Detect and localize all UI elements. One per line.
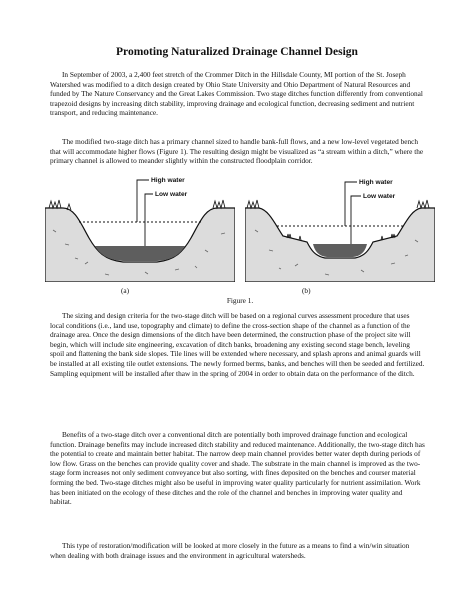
figure-label-a: (a) xyxy=(121,286,130,295)
paragraph-benefits: Benefits of a two-stage ditch over a conventional ditch are potentially both improved drainage function and ecological function. Drainage benefits may include increased ditch stability and reduced maintenance. Additionally, the two-stage ditch has the potential to create and maintain better habitat. The narrow deep main channel provides better water depth during periods of low flow. Grass on the benches can provide quality cover and shade. The substrate in the main channel is improved as the two-stage form increases not only sediment conveyance but also sorting, with fines deposited on the benches and courser material forming the bed. Two-stage ditches might also be useful in improving water quality particularly for nutrient assimilation. Work has been initiated on the ecology of these ditches and the role of the channel and benches in improving water quality and habitat. xyxy=(50,430,425,507)
grass-right-a xyxy=(213,200,225,208)
high-water-label-a: High water xyxy=(151,177,185,184)
soil-area-a xyxy=(45,208,235,282)
grass-right-b xyxy=(417,200,429,208)
water-body-b xyxy=(313,244,367,257)
grass-left-b xyxy=(247,200,259,208)
paragraph-design: The modified two-stage ditch has a primary channel sized to handle bank-full flows, and a new low-level vegetated bench that will accommodate higher flows (Figure 1). The resulting design might be visualized as “a stream within a ditch,” where the primary channel is allowed to meander slightly within the constructed floodplain corridor. xyxy=(50,137,424,166)
bench-grass-b xyxy=(287,234,395,240)
pointer-low-b xyxy=(351,196,361,244)
paragraph-intro: In September of 2003, a 2,400 feet stretch of the Crommer Ditch in the Hillsdale County, MI portion of the St. Joseph Watershed was modified to a ditch design created by Ohio State University and Ohio Department of Natural Resources and funded by The Nature Conservancy and the Great Lakes Commission. Two stage ditches function differently from conventional trapezoid designs by increasing ditch stability, improving drainage and ecological function, decreasing sediment and nutrient transport, and reducing maintenance. xyxy=(50,70,423,118)
figure-1 xyxy=(45,170,435,310)
paragraph-sizing: The sizing and design criteria for the two-stage ditch will be based on a regional curves assessment procedure that uses local conditions (i.e., land use, topography and climate) to define the cross-section shape of the channel as a function of the drainage area. Once the design dimensions of the ditch have been determined, the construction phase of the project site will begin, which will include site engineering, excavation of ditch banks, broadening any existing second stage bench, leveling spoil and flattening the bank side slopes. Tile lines will be extended where necessary, and splash aprons and animal guards will be installed at all existing tile outlet extensions. The newly formed berms, banks, and benches will then be seeded and fertilized. Sampling equipment will be installed after thaw in the spring of 2004 in order to obtain data on the performance of the ditch. xyxy=(50,311,425,378)
low-water-label-a: Low water xyxy=(155,191,188,198)
paragraph-future: This type of restoration/modification will be looked at more closely in the future as a means to find a win/win situation when dealing with both drainage issues and the environment in agricultural watersheds. xyxy=(50,541,410,560)
figure-label-b: (b) xyxy=(302,286,311,295)
high-water-label-b: High water xyxy=(359,179,393,186)
ditch-diagram-a xyxy=(45,170,235,282)
ditch-diagram-b xyxy=(245,170,435,282)
page-title: Promoting Naturalized Drainage Channel Design xyxy=(116,46,358,58)
low-water-label-b: Low water xyxy=(363,193,396,200)
pointer-low-a xyxy=(145,194,153,246)
pointer-high-a xyxy=(137,180,149,222)
figure-caption: Figure 1. xyxy=(226,296,254,305)
